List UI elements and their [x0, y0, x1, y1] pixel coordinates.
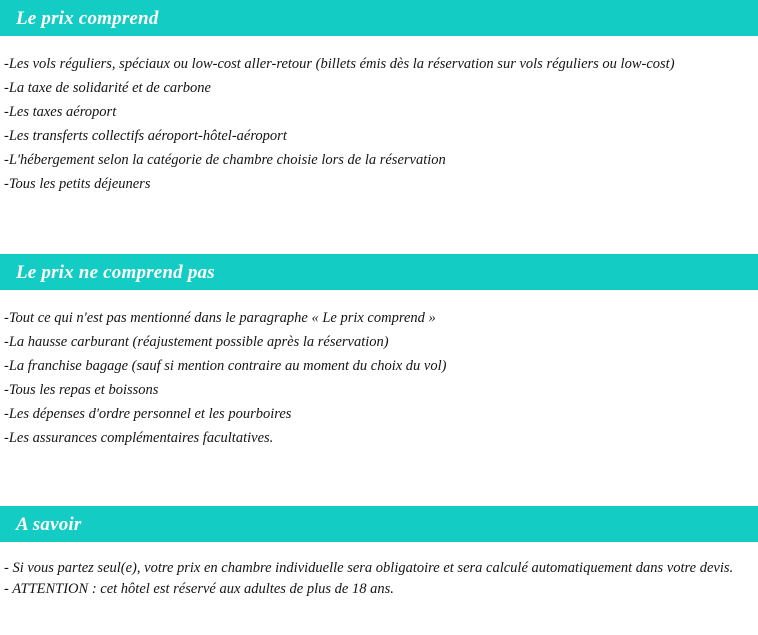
- section-included-title: Le prix comprend: [16, 7, 159, 29]
- list-item: -Les dépenses d'ordre personnel et les pourboires: [4, 406, 292, 422]
- spacer: [4, 542, 754, 558]
- section-good-to-know: [0, 506, 758, 600]
- section-good-to-know-body: [0, 542, 758, 600]
- list-item: -Tous les repas et boissons: [4, 382, 159, 398]
- list-item: -Les vols réguliers, spéciaux ou low-cost aller-retour (billets émis dès la réservation sur vols réguliers ou low-cost): [4, 56, 675, 72]
- section-not-included-header: [0, 254, 758, 290]
- spacer: [4, 36, 754, 52]
- list-item: -L'hébergement selon la catégorie de chambre choisie lors de la réservation: [4, 152, 446, 168]
- section-included: [0, 0, 758, 196]
- list-item: -La taxe de solidarité et de carbone: [4, 80, 211, 96]
- section-good-to-know-header: [0, 506, 758, 542]
- spacer: [4, 290, 754, 306]
- section-not-included: [0, 254, 758, 450]
- list-item: - Si vous partez seul(e), votre prix en chambre individuelle sera obligatoire et sera calculé automatiquement dans votre devis.: [4, 560, 734, 576]
- list-item: -Tous les petits déjeuners: [4, 176, 151, 192]
- list-item: -La hausse carburant (réajustement possible après la réservation): [4, 334, 389, 350]
- section-included-header: [0, 0, 758, 36]
- section-not-included-body: [0, 290, 758, 450]
- list-item: -Les transferts collectifs aéroport-hôtel-aéroport: [4, 128, 287, 144]
- list-item: -Tout ce qui n'est pas mentionné dans le paragraphe « Le prix comprend »: [4, 310, 436, 326]
- list-item: -La franchise bagage (sauf si mention contraire au moment du choix du vol): [4, 358, 447, 374]
- section-good-to-know-title: A savoir: [16, 513, 82, 535]
- list-item: -Les taxes aéroport: [4, 104, 117, 120]
- list-item: -Les assurances complémentaires facultatives.: [4, 430, 274, 446]
- section-spacer: [0, 196, 758, 254]
- section-not-included-title: Le prix ne comprend pas: [16, 261, 215, 283]
- list-item: - ATTENTION : cet hôtel est réservé aux adultes de plus de 18 ans.: [4, 581, 394, 597]
- section-spacer: [0, 450, 758, 506]
- section-included-body: [0, 36, 758, 196]
